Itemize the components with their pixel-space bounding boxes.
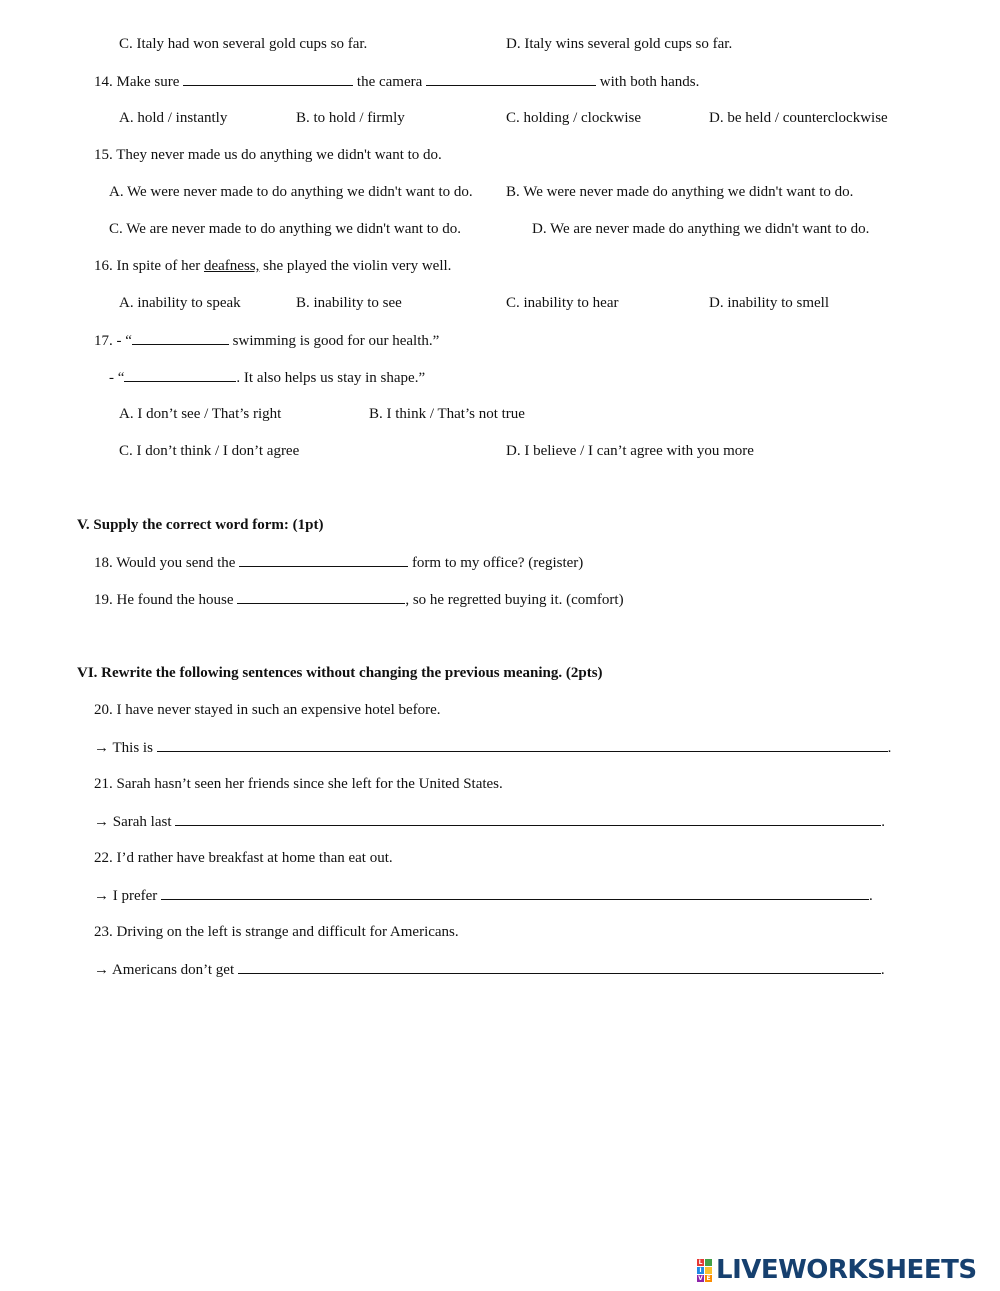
q21-period: . — [881, 814, 885, 830]
q21-answer-line — [94, 811, 885, 832]
q14-blank-2[interactable] — [426, 71, 596, 86]
q19-stem — [94, 589, 624, 610]
q19-blank[interactable] — [237, 589, 405, 604]
q17-blank-1[interactable] — [132, 330, 229, 345]
q20-period: . — [887, 740, 892, 756]
logo-cubes-icon — [697, 1259, 712, 1282]
q17-option-c: C. I don’t think / I don’t agree — [119, 443, 300, 459]
q15-option-c: C. We are never made to do anything we didn't want to do. — [109, 221, 461, 237]
q14-blank-1[interactable] — [183, 71, 353, 86]
arrow-icon: → — [94, 962, 109, 978]
q18-prefix: 18. Would you send the — [94, 555, 236, 571]
logo-cube: E — [706, 1274, 711, 1282]
q17-option-a: A. I don’t see / That’s right — [119, 406, 282, 422]
logo-cube: L — [698, 1258, 703, 1266]
q14-stem — [94, 71, 699, 92]
q17-option-d: D. I believe / I can’t agree with you more — [506, 443, 754, 459]
q21-stem: 21. Sarah hasn’t seen her friends since she left for the United States. — [94, 776, 503, 792]
q14-option-d: D. be held / counterclockwise — [709, 110, 888, 126]
q22-blank[interactable] — [161, 885, 869, 900]
q23-stem: 23. Driving on the left is strange and difficult for Americans. — [94, 924, 459, 940]
logo-text: LIVEWORKSHEETS — [716, 1255, 977, 1285]
section-6-heading: VI. Rewrite the following sentences without changing the previous meaning. (2pts) — [77, 665, 603, 681]
q18-stem — [94, 552, 583, 573]
q22-stem: 22. I’d rather have breakfast at home than eat out. — [94, 850, 393, 866]
q18-blank[interactable] — [239, 552, 408, 567]
logo-cube — [705, 1259, 712, 1266]
arrow-icon: → — [94, 888, 109, 904]
q16-option-b: B. inability to see — [296, 295, 402, 311]
q14-option-a: A. hold / instantly — [119, 110, 228, 126]
q20-stem: 20. I have never stayed in such an expensive hotel before. — [94, 702, 441, 718]
logo-cube: V — [698, 1274, 703, 1282]
q21-blank[interactable] — [175, 811, 881, 826]
arrow-icon: → — [94, 814, 109, 830]
q20-start: This is — [112, 740, 153, 756]
q22-answer-line — [94, 885, 873, 906]
q22-start: I prefer — [112, 888, 158, 904]
q13-option-d: D. Italy wins several gold cups so far. — [506, 36, 733, 52]
q15-option-b: B. We were never made do anything we didn't want to do. — [506, 184, 854, 200]
section-5-heading: V. Supply the correct word form: (1pt) — [77, 517, 324, 533]
q23-blank[interactable] — [238, 959, 881, 974]
q23-answer-line — [94, 959, 885, 980]
q18-suffix: form to my office? (register) — [411, 555, 584, 571]
q15-option-d: D. We are never made do anything we didn't want to do. — [532, 221, 870, 237]
q16-option-a: A. inability to speak — [119, 295, 241, 311]
q16-underlined-word: deafness, — [203, 258, 260, 274]
q19-suffix: , so he regretted buying it. (comfort) — [405, 592, 624, 608]
q17-blank-2[interactable] — [124, 367, 236, 382]
q17-line-2 — [109, 367, 425, 388]
q22-period: . — [869, 888, 873, 904]
q20-answer-line — [94, 737, 891, 758]
q15-option-a: A. We were never made to do anything we didn't want to do. — [109, 184, 473, 200]
q23-start: Americans don’t get — [111, 962, 235, 978]
q14-option-c: C. holding / clockwise — [506, 110, 641, 126]
arrow-icon: → — [94, 740, 109, 756]
q14-middle: the camera — [356, 74, 423, 90]
q17-line-1 — [94, 330, 439, 351]
q21-start: Sarah last — [112, 814, 172, 830]
q16-prefix: 16. In spite of her — [94, 258, 201, 274]
q16-suffix: she played the violin very well. — [263, 258, 452, 274]
logo-cube: I — [697, 1267, 704, 1274]
q20-blank[interactable] — [157, 737, 888, 752]
q17-line2-prefix: - “ — [109, 370, 125, 386]
q19-prefix: 19. He found the house — [94, 592, 234, 608]
q17-option-b: B. I think / That’s not true — [369, 406, 525, 422]
q15-stem: 15. They never made us do anything we didn't want to do. — [94, 147, 442, 163]
q13-option-c: C. Italy had won several gold cups so far. — [119, 36, 368, 52]
q14-option-b: B. to hold / firmly — [296, 110, 405, 126]
q14-prefix: 14. Make sure — [94, 74, 180, 90]
q14-suffix: with both hands. — [599, 74, 700, 90]
q16-option-c: C. inability to hear — [506, 295, 619, 311]
logo-cube — [705, 1267, 712, 1274]
q16-option-d: D. inability to smell — [709, 295, 829, 311]
liveworksheets-logo — [697, 1255, 977, 1285]
q23-period: . — [880, 962, 885, 978]
q17-line1-prefix: 17. - “ — [94, 333, 132, 349]
q16-stem — [94, 256, 451, 276]
q17-line2-suffix: . It also helps us stay in shape.” — [236, 370, 426, 386]
q17-line1-suffix: swimming is good for our health.” — [232, 333, 440, 349]
